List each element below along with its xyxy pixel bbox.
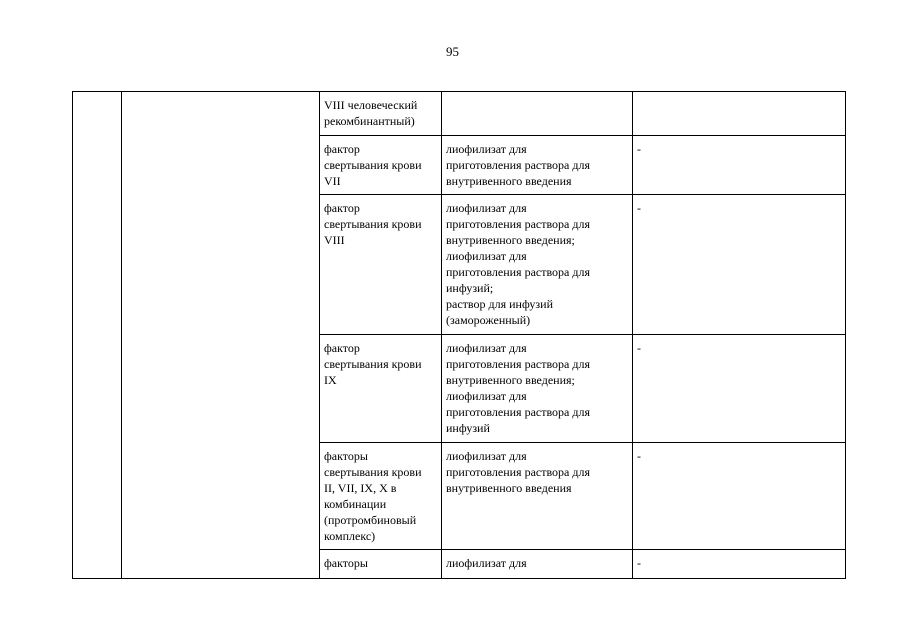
drug-name-cell: фактор свертывания крови VII <box>320 136 442 195</box>
note-cell: - <box>633 335 846 443</box>
note-cell: - <box>633 443 846 550</box>
drug-name-cell: факторы свертывания крови II, VII, IX, X в комбинации (протромбиновый комплекс) <box>320 443 442 550</box>
note-cell: - <box>633 550 846 579</box>
page-number: 95 <box>446 44 459 59</box>
group-cell <box>122 92 320 579</box>
note-cell <box>633 92 846 136</box>
dosage-form-cell: лиофилизат для <box>442 550 633 579</box>
dosage-form-cell: лиофилизат для приготовления раствора для внутривенного введения <box>442 136 633 195</box>
drug-table <box>72 91 846 579</box>
drug-name-cell: фактор свертывания крови VIII <box>320 195 442 335</box>
dosage-form-cell: лиофилизат для приготовления раствора для внутривенного введения <box>442 443 633 550</box>
dosage-form-cell: лиофилизат для приготовления раствора для внутривенного введения; лиофилизат для приготовления раствора для инфузий <box>442 335 633 443</box>
code-cell <box>73 92 122 579</box>
note-cell: - <box>633 136 846 195</box>
drug-name-cell: фактор свертывания крови IX <box>320 335 442 443</box>
drug-name-cell: VIII человеческий рекомбинантный) <box>320 92 442 136</box>
dosage-form-cell: лиофилизат для приготовления раствора для внутривенного введения; лиофилизат для приготовления раствора для инфузий; раствор для инфузий (замороженный) <box>442 195 633 335</box>
drug-name-cell: факторы <box>320 550 442 579</box>
dosage-form-cell <box>442 92 633 136</box>
note-cell: - <box>633 195 846 335</box>
table-row <box>73 92 846 136</box>
